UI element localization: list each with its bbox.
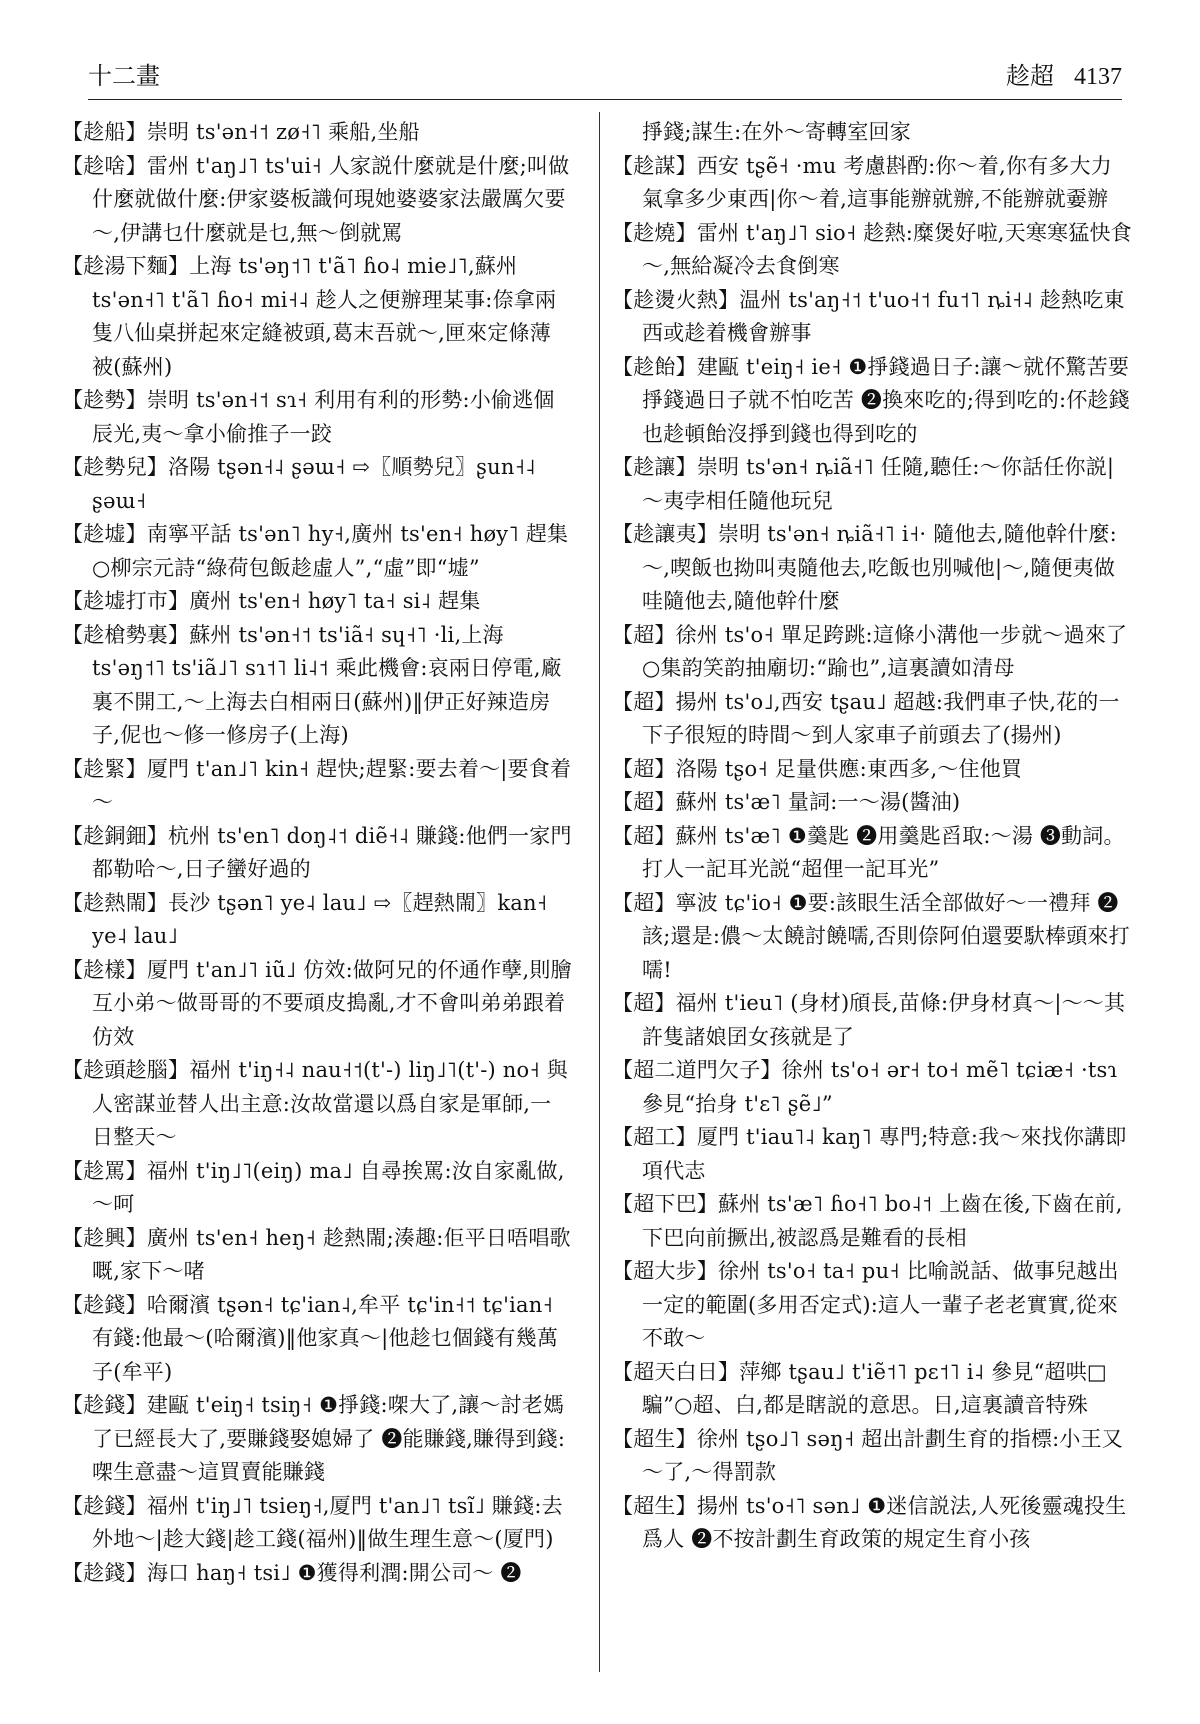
entry-headword: 【趁罵】 bbox=[62, 1158, 147, 1183]
entry-headword: 【趁銅鈿】 bbox=[62, 823, 168, 848]
entry-headword: 【超大步】 bbox=[612, 1259, 718, 1283]
dictionary-entry bbox=[612, 451, 1132, 518]
entry-headword: 【趁錢】 bbox=[62, 1560, 147, 1585]
entry-text: 蘇州 ts'æ˥ 量詞:一～湯(醬油) bbox=[675, 790, 961, 814]
dictionary-entry bbox=[62, 1222, 572, 1289]
entry-headword: 【超】 bbox=[612, 622, 676, 647]
entry-text: 福州 t'iŋ˩˥ tsieŋ˧,厦門 t'an˩˥ tsĩ˩ 賺錢:去外地～|趁大錢|趁工錢(福州)‖做生理生意～(厦門) bbox=[92, 1493, 563, 1551]
dictionary-entry bbox=[62, 518, 572, 585]
dictionary-entry bbox=[612, 351, 1132, 452]
entry-headword: 【趁船】 bbox=[62, 120, 147, 144]
entry-text: 崇明 ts'ən˧ ȵiã˧˥ 任隨,聽任:～你話任你説|～夷孛相任隨他玩兒 bbox=[642, 455, 1115, 513]
entry-text: 哈爾濱 tʂən˧ tɕ'ian˨,牟平 tɕ'in˧˦ tɕ'ian˧ 有錢:他最～(哈爾濱)‖他家真～|他趁乜個錢有幾萬子(牟平) bbox=[92, 1292, 559, 1384]
page-number: 4137 bbox=[1074, 64, 1122, 90]
dictionary-entry bbox=[62, 1389, 572, 1490]
entry-text: 福州 t'iŋ˩˥(eiŋ) ma˩ 自尋挨罵:汝自家亂做,～呵 bbox=[92, 1158, 565, 1216]
dictionary-entry bbox=[62, 585, 572, 619]
entry-text: 建甌 t'eiŋ˧ tsiŋ˧ ❶掙錢:㗎大了,讓～討老媽了已經長大了,要賺錢娶媳婦了 ❷能賺錢,賺得到錢:㗎生意盡～這買賣能賺錢 bbox=[92, 1393, 566, 1484]
entry-headword: 【趁湯下麵】 bbox=[62, 254, 190, 278]
entry-text: 西安 tʂẽ˧ ·mu 考慮斟酌:你～着,你有多大力氣拿多少東西|你～着,這事能辦就辦,不能辦就嫑辦 bbox=[642, 153, 1112, 211]
dictionary-entry bbox=[612, 518, 1132, 619]
entry-text: 崇明 ts'ən˧˦ sɿ˧ 利用有利的形勢:小偷逃個辰光,夷～拿小偷推子一跤 bbox=[92, 388, 555, 446]
entry-text: 揚州 ts'o˧˥ sən˩ ❶迷信説法,人死後靈魂投生爲人 ❷不按計劃生育政策的規定生育小孩 bbox=[642, 1493, 1127, 1551]
entry-headword: 【趁讓夷】 bbox=[612, 522, 718, 546]
entry-text: 蘇州 ts'æ˥ ɦo˧˥ bo˨˦ 上齒在後,下齒在前,下巴向前撅出,被認爲是難看的長相 bbox=[642, 1192, 1123, 1250]
dictionary-entry bbox=[612, 753, 1132, 787]
entry-text: 南寧平話 ts'ən˥ hy˧,廣州 ts'en˧ høy˥ 趕集 ○柳宗元詩“綠荷包飯趁虛人”,“虛”即“墟” bbox=[92, 522, 569, 580]
entry-text: 徐州 tʂo˩˥ səŋ˧ 超出計劃生育的指標:小王又～了,～得罰款 bbox=[642, 1426, 1123, 1484]
dictionary-entry bbox=[612, 1423, 1132, 1490]
entry-headword: 【超】 bbox=[612, 756, 676, 781]
dictionary-entry bbox=[612, 1054, 1132, 1121]
entry-text: 杭州 ts'en˥ doŋ˨˦ diẽ˧˨ 賺錢:他們一家門都勒哈～,日子蠻好過的 bbox=[92, 823, 572, 881]
entry-text: 温州 ts'aŋ˧˦ t'uo˧˦ fu˦˥ ȵi˧˨ 趁熱吃東西或趁着機會辦事 bbox=[642, 287, 1125, 345]
entry-text: 蘇州 ts'ən˧˦ ts'iã˧ sɥ˧˥ ·li,上海 ts'əŋ˦˥ ts'iã˩˥ sɿ˦˥ li˨˦ 乘此機會:哀兩日停電,廠裏不開工,～上海去白相兩日(蘇州)‖伊正好辣造房子,伲也～修一修房子(上海) bbox=[92, 622, 562, 747]
dictionary-entry bbox=[62, 1289, 572, 1390]
entry-headword: 【超】 bbox=[612, 823, 676, 848]
dictionary-entry bbox=[612, 987, 1132, 1054]
entry-text: 揚州 ts'o˩,西安 tʂau˩ 超越:我們車子快,花的一下子很短的時間～到人家車子前頭去了(揚州) bbox=[642, 689, 1120, 747]
entry-headword: 【趁緊】 bbox=[62, 756, 147, 781]
entry-text: 崇明 ts'ən˧˦ zø˧˥ 乘船,坐船 bbox=[146, 120, 420, 144]
entry-text: 徐州 ts'o˧ 單足跨跳:這條小溝他一步就～過來了 ○集韵笑韵抽廟切:“踰也”,這裏讀如清母 bbox=[642, 622, 1128, 680]
entry-headword: 【超下巴】 bbox=[612, 1192, 718, 1216]
entry-headword: 【趁勢兒】 bbox=[62, 455, 168, 479]
entry-headword: 【超二道門欠子】 bbox=[612, 1058, 782, 1082]
dictionary-entry bbox=[612, 619, 1132, 686]
entry-headword: 【超生】 bbox=[612, 1493, 697, 1518]
entry-text: 萍鄉 tʂau˩ t'iẽ˦˥ pɛ˦˥ i˨ 參見“超哄□騙”○超、白,都是瞎説的意思。日,這裏讀音特殊 bbox=[642, 1359, 1107, 1417]
entry-headword: 【超天白日】 bbox=[612, 1359, 740, 1384]
dictionary-entry bbox=[62, 1557, 572, 1591]
entry-text: 福州 t'iŋ˧˨ nau˧˦(t'-) liŋ˩˥(t'-) no˧ 與人密謀並替人出主意:汝故當還以爲自家是軍師,一日整天～ bbox=[92, 1058, 569, 1149]
entry-headword: 【趁燒】 bbox=[612, 220, 697, 245]
entry-headword: 【超】 bbox=[612, 689, 676, 714]
entry-headword: 【趁興】 bbox=[62, 1225, 147, 1250]
dictionary-entry bbox=[612, 820, 1132, 887]
right-column bbox=[612, 116, 1132, 1557]
entry-headword: 【趁燙火熱】 bbox=[612, 287, 740, 312]
entry-headword: 【超】 bbox=[612, 991, 676, 1015]
entry-text: 掙錢;謀生:在外～寄轉室回家 bbox=[642, 120, 911, 144]
entry-headword: 【趁啥】 bbox=[62, 153, 147, 178]
entry-headword: 【趁墟】 bbox=[62, 522, 147, 546]
entry-text: 崇明 ts'ən˧ ȵiã˧˥ i˧· 隨他去,隨他幹什麼:～,喫飯也拗叫夷隨他去,吃飯也別喊他|～,隨便夷做哇隨他去,隨他幹什麼 bbox=[642, 522, 1117, 613]
entry-text: 厦門 t'an˩˥ kin˧ 趕快;趕緊:要去着～|要食着～ bbox=[92, 756, 572, 814]
entry-text: 廣州 ts'en˧ høy˥ ta˧ si˨ 趕集 bbox=[189, 589, 481, 613]
header-rule bbox=[88, 99, 1122, 100]
dictionary-entry bbox=[62, 954, 572, 1055]
dictionary-entry bbox=[62, 820, 572, 887]
section-label: 十二畫 bbox=[88, 62, 160, 90]
dictionary-entry bbox=[62, 1155, 572, 1222]
entry-text: 蘇州 ts'æ˥ ❶羹匙 ❷用羹匙舀取:～湯 ❸動詞。打人一記耳光説“超俚一記耳光” bbox=[642, 823, 1125, 881]
entry-headword: 【趁錢】 bbox=[62, 1493, 147, 1518]
dictionary-entry bbox=[62, 250, 572, 384]
dictionary-entry bbox=[612, 686, 1132, 753]
dictionary-entry bbox=[612, 887, 1132, 988]
entry-headword: 【趁墟打市】 bbox=[62, 589, 190, 613]
entry-text: 上海 ts'əŋ˦˥ t'ã˥ ɦo˨ mie˩˥,蘇州 ts'ən˧˥ t'ã˥ ɦo˧ mi˧˨ 趁人之便辦理某事:倷拿兩隻八仙桌拼起來定縫被頭,葛末吾就～,匣來定條薄被(蘇州) bbox=[92, 254, 557, 379]
dictionary-entry bbox=[612, 1490, 1132, 1557]
entry-text: 海口 haŋ˧ tsi˩ ❶獲得利潤:開公司～ ❷ bbox=[146, 1560, 522, 1585]
dictionary-entry bbox=[612, 1188, 1132, 1255]
entry-headword: 【趁讓】 bbox=[612, 455, 697, 479]
entry-headword: 【超工】 bbox=[612, 1125, 697, 1149]
headword-range: 趁超 bbox=[1006, 62, 1054, 90]
entry-text: 寧波 tɕ'io˧ ❶要:該眼生活全部做好～一禮拜 ❷該;還是:儂～太饒討饒嚅,否則倷阿伯還要馱棒頭來打嚅! bbox=[642, 890, 1130, 982]
entry-headword: 【趁錢】 bbox=[62, 1292, 147, 1317]
entry-headword: 【超】 bbox=[612, 890, 676, 915]
entry-text: 厦門 t'an˩˥ iũ˩ 仿效:做阿兄的伓通作孽,則膾互小弟～做哥哥的不要頑皮搗亂,才不會叫弟弟跟着仿效 bbox=[92, 957, 572, 1049]
entry-text: 洛陽 tʂo˧ 足量供應:東西多,～住他買 bbox=[675, 756, 1023, 781]
entry-text: 徐州 ts'o˧ ər˧ to˧ mẽ˥ tɕiæ˧ ·tsɿ 參見“抬身 t'ɛ˥ ʂẽ˩” bbox=[642, 1058, 1118, 1116]
entry-headword: 【超生】 bbox=[612, 1426, 697, 1451]
column-divider bbox=[599, 112, 600, 1672]
entry-text: 長沙 tʂən˥ ye˨ lau˩ ⇨〖趕熱閙〗kan˧ ye˨ lau˩ bbox=[92, 890, 548, 948]
entry-headword: 【趁樣】 bbox=[62, 957, 147, 982]
entry-text: 雷州 t'aŋ˩˥ ts'ui˧ 人家説什麼就是什麼;叫做什麼就做什麼:伊家婆板識何現她婆婆家法嚴厲欠要～,伊講乜什麼就是乜,無～倒就罵 bbox=[92, 153, 570, 245]
entry-text: 厦門 t'iau˥˨ kaŋ˥ 專門;特意:我～來找你講即項代志 bbox=[642, 1125, 1127, 1183]
dictionary-entry bbox=[612, 786, 1132, 820]
dictionary-entry bbox=[612, 284, 1132, 351]
entry-headword: 【趁謀】 bbox=[612, 153, 697, 178]
dictionary-entry bbox=[612, 1255, 1132, 1356]
dictionary-entry bbox=[62, 1490, 572, 1557]
entry-headword: 【超】 bbox=[612, 790, 676, 814]
entry-headword: 【趁勢】 bbox=[62, 388, 147, 412]
dictionary-entry bbox=[612, 116, 1132, 150]
entry-headword: 【趁錢】 bbox=[62, 1393, 147, 1417]
dictionary-entry bbox=[62, 753, 572, 820]
entry-text: 徐州 ts'o˧ ta˧ pu˧ 比喻説話、做事兒越出一定的範圍(多用否定式):這人一輩子老老實實,從來不敢～ bbox=[642, 1259, 1119, 1350]
entry-headword: 【趁頭趁腦】 bbox=[62, 1058, 190, 1082]
dictionary-entry bbox=[62, 887, 572, 954]
entry-headword: 【趁熱閙】 bbox=[62, 890, 168, 915]
entry-text: 福州 t'ieu˥ (身材)頎長,苗條:伊身材真～|～～其許隻諸娘囝女孩就是了 bbox=[642, 991, 1126, 1049]
entry-text: 建甌 t'eiŋ˧ ie˧ ❶掙錢過日子:讓～就伓驚苦要掙錢過日子就不怕吃苦 ❷換來吃的;得到吃的:伓趁錢也趁頓飴沒掙到錢也得到吃的 bbox=[642, 354, 1130, 446]
dictionary-entry bbox=[612, 150, 1132, 217]
dictionary-entry bbox=[62, 451, 572, 518]
entry-text: 廣州 ts'en˧ heŋ˧ 趁熱閙;湊趣:佢平日唔唱歌嘅,家下～啫 bbox=[92, 1225, 571, 1283]
page-header bbox=[88, 56, 1122, 96]
entry-headword: 【趁槍勢裏】 bbox=[62, 622, 190, 647]
dictionary-entry bbox=[62, 150, 572, 251]
dictionary-entry bbox=[62, 384, 572, 451]
entry-headword: 【趁飴】 bbox=[612, 354, 697, 379]
dictionary-entry bbox=[612, 1356, 1132, 1423]
entry-text: 雷州 t'aŋ˩˥ sio˧ 趁熱:糜煲好啦,天寒寒猛快食～,無給凝冷去食倒寒 bbox=[642, 220, 1132, 278]
entry-text: 洛陽 tʂən˧˨ ʂəɯ˧ ⇨〖順勢兒〗ʂun˧˨ ʂəɯ˧ bbox=[92, 455, 536, 513]
dictionary-entry bbox=[612, 1121, 1132, 1188]
left-column bbox=[62, 116, 572, 1590]
dictionary-entry bbox=[62, 619, 572, 753]
dictionary-entry bbox=[62, 1054, 572, 1155]
running-head bbox=[1006, 56, 1122, 91]
dictionary-entry bbox=[612, 217, 1132, 284]
dictionary-entry bbox=[62, 116, 572, 150]
